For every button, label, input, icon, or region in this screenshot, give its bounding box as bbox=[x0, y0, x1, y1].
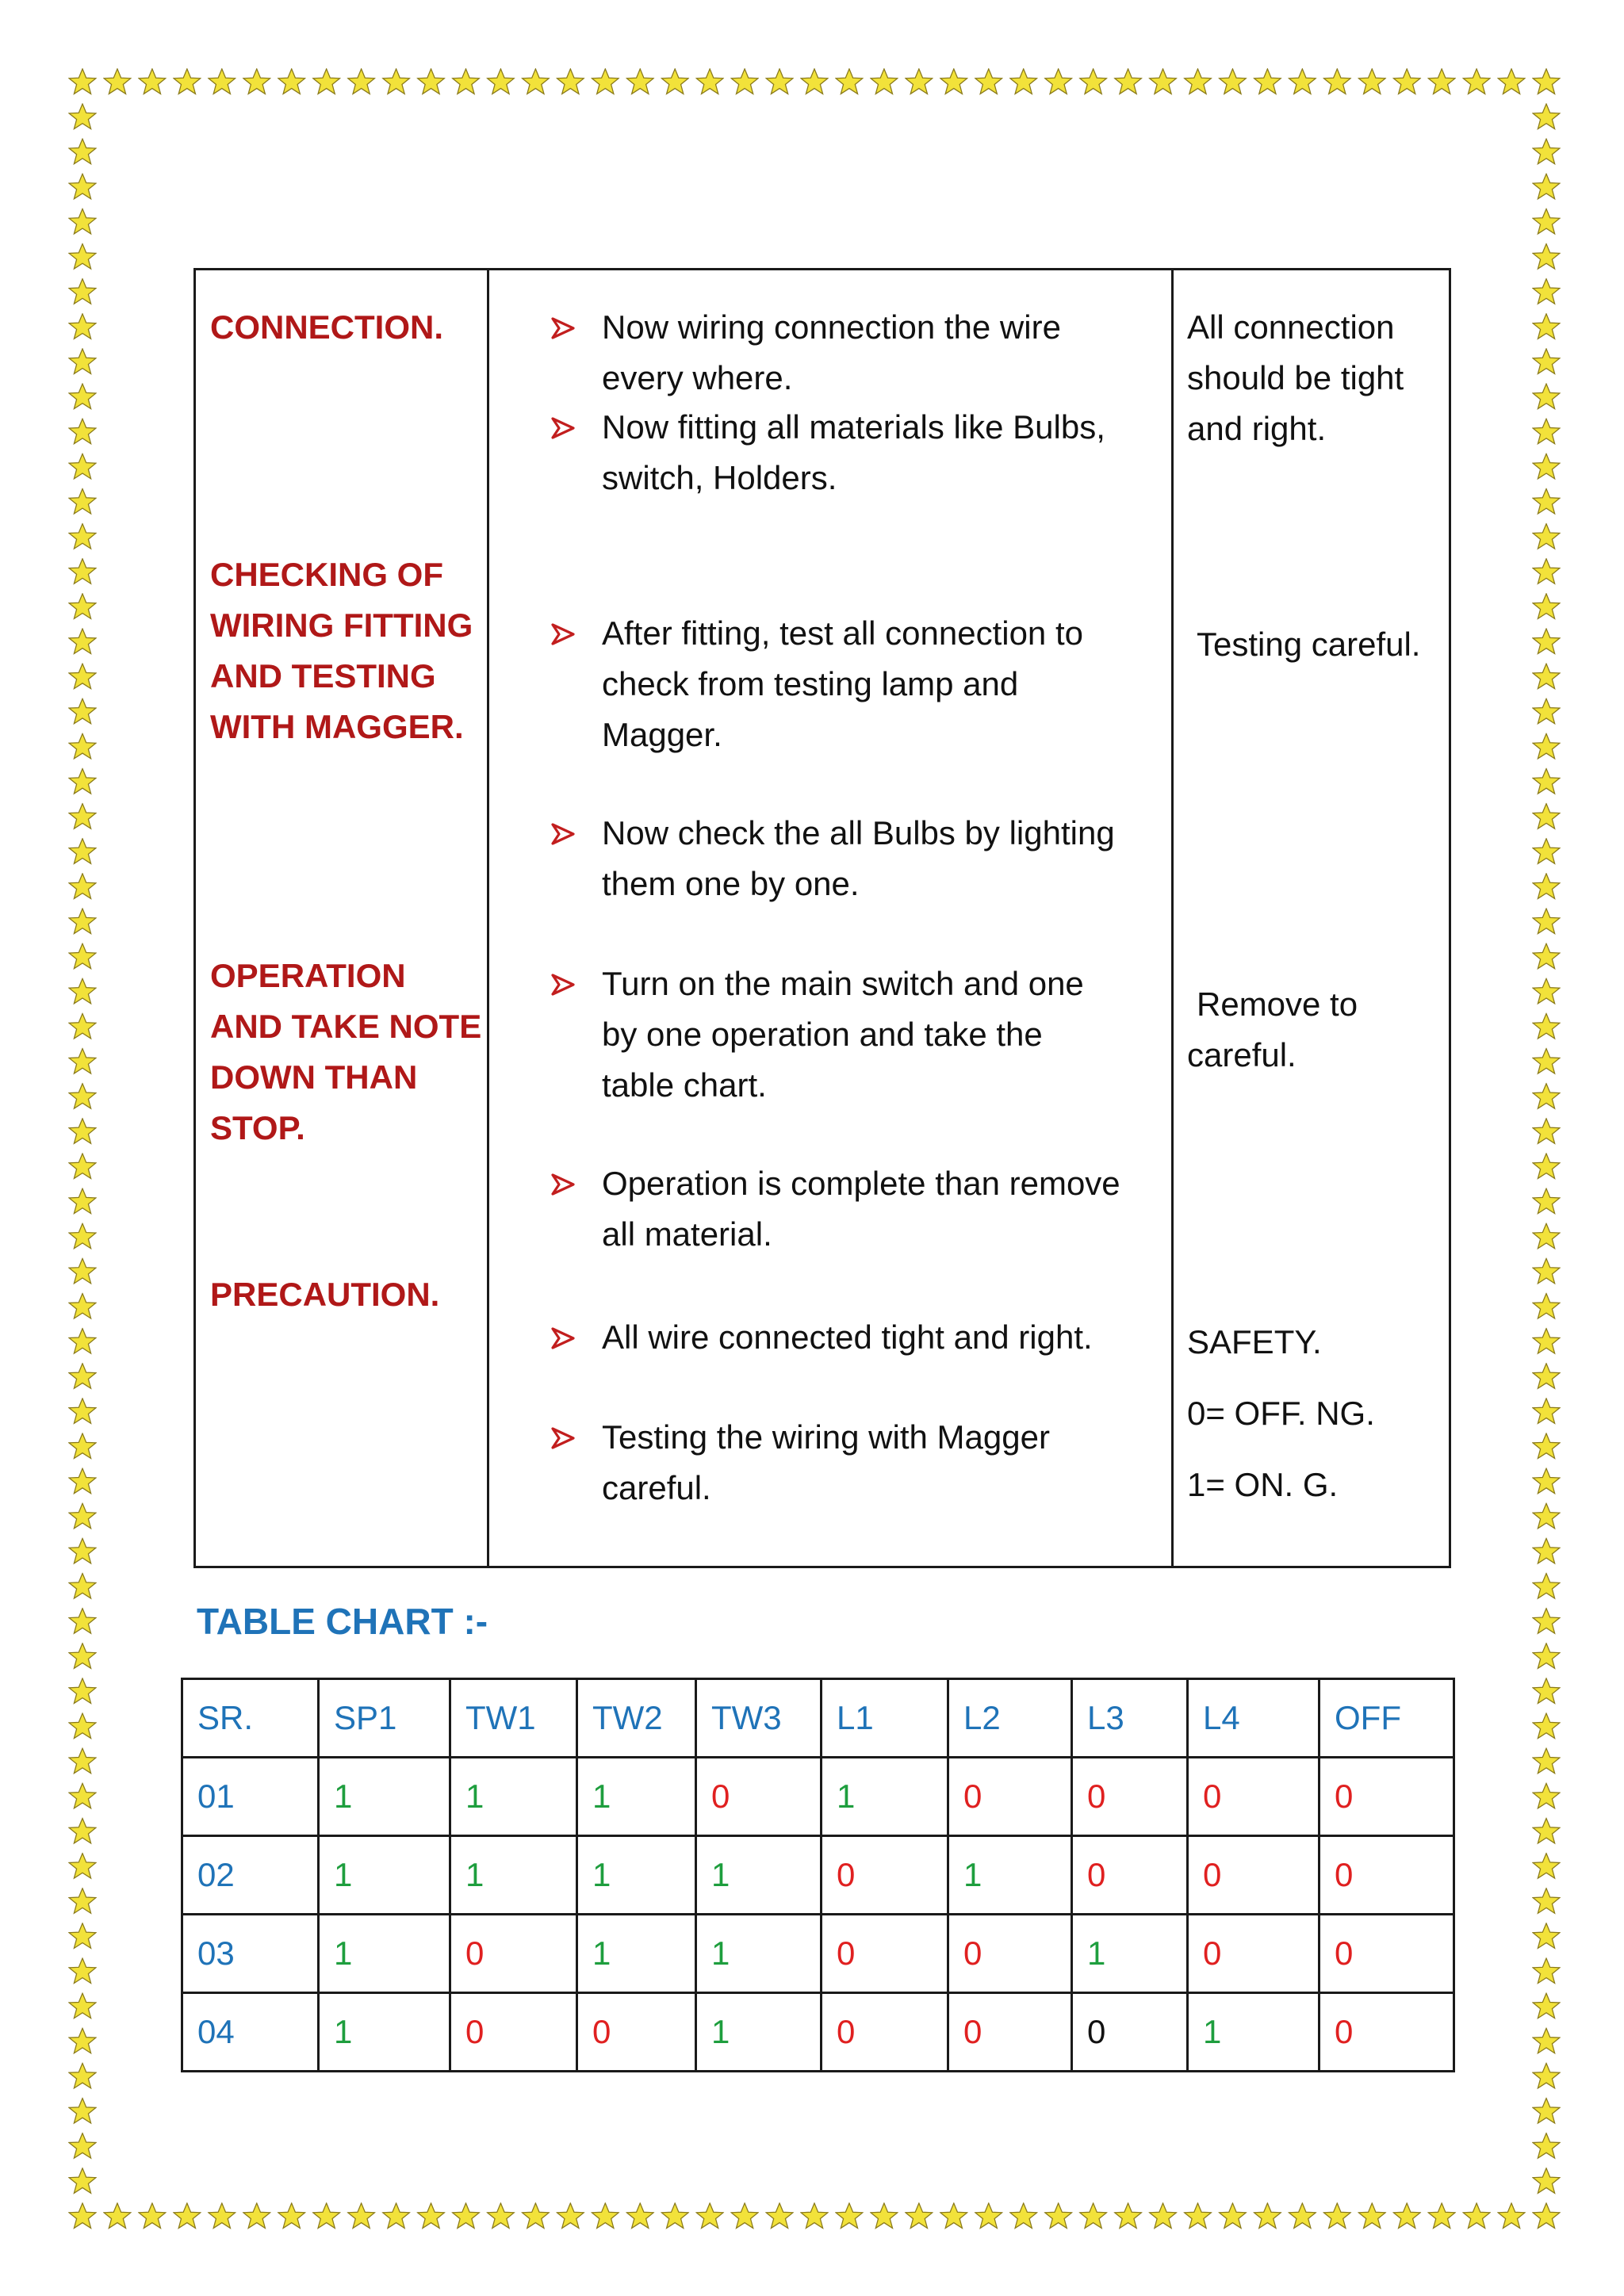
state-cell: 1 bbox=[696, 1836, 822, 1915]
state-cell: 0 bbox=[1072, 1993, 1188, 2072]
note-testing: Testing careful. bbox=[1197, 626, 1421, 663]
state-cell: 0 bbox=[822, 1993, 948, 2072]
state-cell: 0 bbox=[1188, 1915, 1320, 1993]
column-header: TW3 bbox=[696, 1679, 822, 1758]
column-header: SP1 bbox=[319, 1679, 450, 1758]
column-header: L3 bbox=[1072, 1679, 1188, 1758]
state-cell: 0 bbox=[1320, 1758, 1454, 1836]
note-safety: SAFETY. bbox=[1187, 1323, 1322, 1360]
step-precaution: PRECAUTION. bbox=[210, 1276, 440, 1313]
arrow-bullet-icon bbox=[551, 1326, 575, 1350]
state-cell: 1 bbox=[577, 1758, 696, 1836]
bullet-item: Testing the wiring with Magger careful. bbox=[602, 1412, 1050, 1513]
arrow-bullet-icon bbox=[551, 1173, 575, 1196]
column-header: L4 bbox=[1188, 1679, 1320, 1758]
state-cell: 0 bbox=[696, 1758, 822, 1836]
state-cell: 1 bbox=[1072, 1915, 1188, 1993]
column-header: TW1 bbox=[450, 1679, 577, 1758]
state-cell: 1 bbox=[450, 1836, 577, 1915]
state-cell: 0 bbox=[1188, 1758, 1320, 1836]
state-cell: 0 bbox=[1320, 1915, 1454, 1993]
bullet-item: Operation is complete than remove all material. bbox=[602, 1158, 1120, 1260]
state-cell: 0 bbox=[822, 1836, 948, 1915]
arrow-bullet-icon bbox=[551, 416, 575, 440]
state-cell: 0 bbox=[1320, 1836, 1454, 1915]
bullet-item: Now fitting all materials like Bulbs, switch, Holders. bbox=[602, 402, 1105, 503]
row-serial-cell: 03 bbox=[182, 1915, 319, 1993]
column-header: SR. bbox=[182, 1679, 319, 1758]
note-remove: Remove to careful. bbox=[1187, 985, 1358, 1073]
state-cell: 0 bbox=[450, 1993, 577, 2072]
table-header-row bbox=[182, 1679, 1454, 1758]
state-cell: 1 bbox=[696, 1993, 822, 2072]
step-operation: OPERATION AND TAKE NOTE DOWN THAN STOP. bbox=[210, 957, 482, 1146]
bullet-item: All wire connected tight and right. bbox=[602, 1312, 1093, 1363]
column-header: L2 bbox=[948, 1679, 1072, 1758]
state-cell: 1 bbox=[822, 1758, 948, 1836]
state-cell: 1 bbox=[1188, 1993, 1320, 2072]
note-tight: All connection should be tight and right. bbox=[1187, 308, 1404, 447]
table-row bbox=[182, 1836, 1454, 1915]
bullet-item: Turn on the main switch and one by one operation and take the table chart. bbox=[602, 959, 1084, 1111]
table-chart-title: TABLE CHART :- bbox=[197, 1601, 488, 1642]
arrow-bullet-icon bbox=[551, 622, 575, 646]
column-header: OFF bbox=[1320, 1679, 1454, 1758]
state-cell: 0 bbox=[948, 1758, 1072, 1836]
step-checking: CHECKING OF WIRING FITTING AND TESTING WITH MAGGER. bbox=[210, 556, 473, 745]
state-cell: 0 bbox=[948, 1993, 1072, 2072]
table-row bbox=[182, 1758, 1454, 1836]
state-cell: 0 bbox=[1072, 1758, 1188, 1836]
note-off: 0= OFF. NG. bbox=[1187, 1395, 1375, 1432]
state-cell: 0 bbox=[577, 1993, 696, 2072]
state-cell: 0 bbox=[1072, 1836, 1188, 1915]
table-row bbox=[182, 1915, 1454, 1993]
table-row bbox=[182, 1993, 1454, 2072]
arrow-bullet-icon bbox=[551, 316, 575, 340]
state-cell: 0 bbox=[450, 1915, 577, 1993]
state-cell: 1 bbox=[319, 1993, 450, 2072]
arrow-bullet-icon bbox=[551, 822, 575, 846]
column-divider bbox=[1171, 270, 1174, 1566]
state-cell: 1 bbox=[319, 1758, 450, 1836]
row-serial-cell: 01 bbox=[182, 1758, 319, 1836]
column-header: TW2 bbox=[577, 1679, 696, 1758]
row-serial-cell: 02 bbox=[182, 1836, 319, 1915]
step-connection: CONNECTION. bbox=[210, 308, 443, 346]
bullet-item: After fitting, test all connection to check from testing lamp and Magger. bbox=[602, 608, 1083, 760]
arrow-bullet-icon bbox=[551, 973, 575, 997]
note-on: 1= ON. G. bbox=[1187, 1466, 1339, 1503]
state-cell: 1 bbox=[319, 1915, 450, 1993]
state-cell: 0 bbox=[1188, 1836, 1320, 1915]
row-serial-cell: 04 bbox=[182, 1993, 319, 2072]
switch-state-table bbox=[181, 1678, 1455, 2072]
state-cell: 1 bbox=[577, 1915, 696, 1993]
procedure-table bbox=[193, 268, 1451, 1568]
bullet-item: Now check the all Bulbs by lighting them one by one. bbox=[602, 808, 1115, 909]
bullet-item: Now wiring connection the wire every where. bbox=[602, 302, 1061, 404]
arrow-bullet-icon bbox=[551, 1426, 575, 1450]
state-cell: 1 bbox=[948, 1836, 1072, 1915]
state-cell: 0 bbox=[822, 1915, 948, 1993]
state-cell: 0 bbox=[948, 1915, 1072, 1993]
column-header: L1 bbox=[822, 1679, 948, 1758]
state-cell: 1 bbox=[696, 1915, 822, 1993]
state-cell: 1 bbox=[577, 1836, 696, 1915]
state-cell: 1 bbox=[450, 1758, 577, 1836]
state-cell: 0 bbox=[1320, 1993, 1454, 2072]
state-cell: 1 bbox=[319, 1836, 450, 1915]
column-divider bbox=[487, 270, 489, 1566]
